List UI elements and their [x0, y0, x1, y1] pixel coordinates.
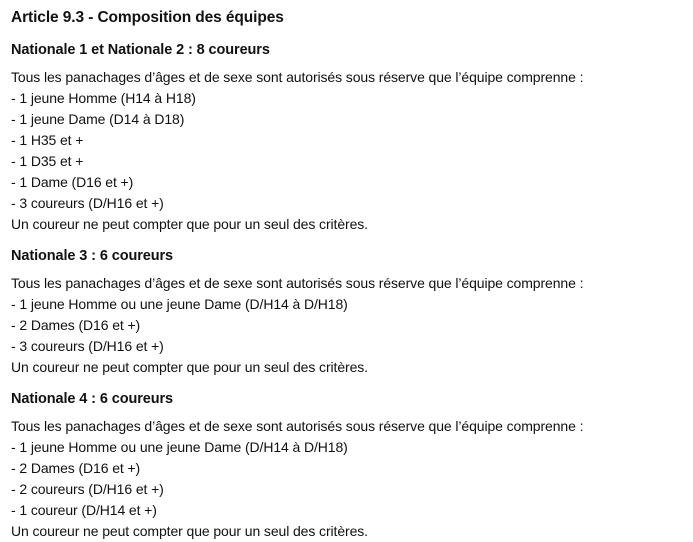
section-note: Un coureur ne peut compter que pour un seul des critères.	[11, 523, 368, 539]
list-item: - 1 coureur (D/H14 et +)	[11, 502, 157, 518]
section-intro: Tous les panachages d’âges et de sexe sont autorisés sous réserve que l’équipe comprenne :	[11, 69, 584, 85]
list-item: - 1 jeune Dame (D14 à D18)	[11, 111, 185, 127]
list-item: - 1 Dame (D16 et +)	[11, 174, 134, 190]
list-item: - 1 D35 et +	[11, 153, 84, 169]
section-note: Un coureur ne peut compter que pour un seul des critères.	[11, 359, 368, 375]
list-item: - 2 Dames (D16 et +)	[11, 317, 141, 333]
list-item: - 1 H35 et +	[11, 132, 84, 148]
section-intro: Tous les panachages d’âges et de sexe sont autorisés sous réserve que l’équipe comprenne :	[11, 418, 584, 434]
section-heading: Nationale 1 et Nationale 2 : 8 coureurs	[11, 42, 270, 58]
section-intro: Tous les panachages d’âges et de sexe sont autorisés sous réserve que l’équipe comprenne :	[11, 275, 584, 291]
list-item: - 2 coureurs (D/H16 et +)	[11, 481, 164, 497]
list-item: - 3 coureurs (D/H16 et +)	[11, 338, 164, 354]
section-heading: Nationale 4 : 6 coureurs	[11, 391, 173, 407]
section-heading: Nationale 3 : 6 coureurs	[11, 248, 173, 264]
section-nationale-4	[11, 389, 679, 542]
section-nationale-1-2	[11, 40, 679, 235]
section-nationale-3	[11, 246, 679, 378]
list-item: - 1 jeune Homme (H14 à H18)	[11, 90, 196, 106]
list-item: - 2 Dames (D16 et +)	[11, 460, 141, 476]
page-title: Article 9.3 - Composition des équipes	[11, 9, 284, 26]
section-note: Un coureur ne peut compter que pour un seul des critères.	[11, 216, 368, 232]
list-item: - 3 coureurs (D/H16 et +)	[11, 195, 164, 211]
list-item: - 1 jeune Homme ou une jeune Dame (D/H14 à D/H18)	[11, 439, 348, 455]
list-item: - 1 jeune Homme ou une jeune Dame (D/H14 à D/H18)	[11, 296, 348, 312]
